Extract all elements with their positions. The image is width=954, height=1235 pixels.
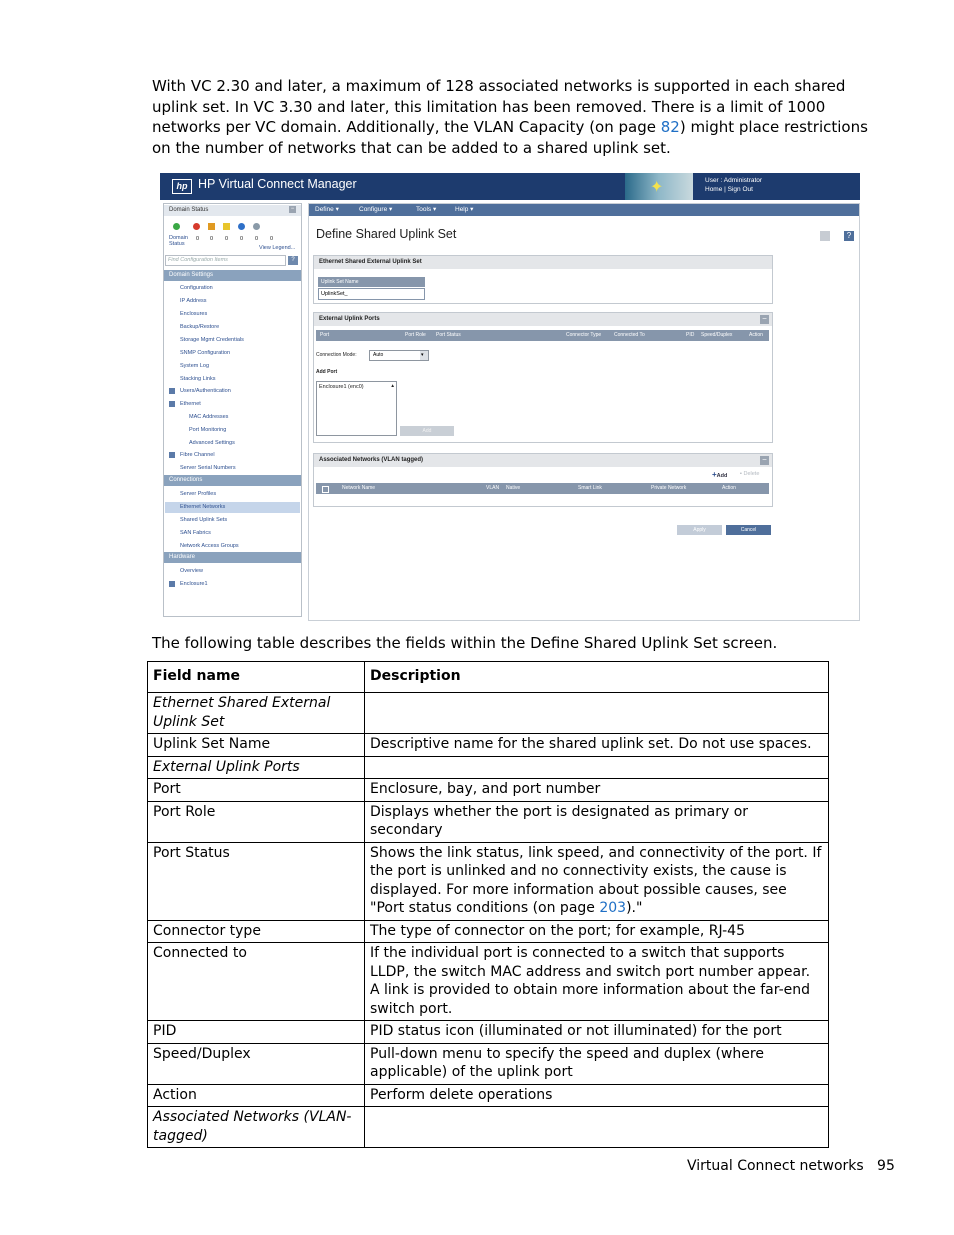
nav-server-serial[interactable]: Server Serial Numbers (180, 465, 236, 471)
table-intro: The following table describes the fields within the Define Shared Uplink Set screen. (152, 634, 778, 652)
print-icon[interactable] (820, 231, 830, 241)
desc-cell: PID status icon (illuminated or not illuminated) for the port (365, 1021, 829, 1044)
nav-shared-uplink-sets[interactable]: Shared Uplink Sets (180, 517, 228, 523)
networks-table-header (316, 483, 769, 494)
home-signout-links[interactable]: Home | Sign Out (705, 186, 753, 193)
col-action: Action (749, 332, 763, 338)
section-header: External Uplink Ports (314, 313, 772, 326)
user-label: User : Administrator (705, 177, 763, 184)
page-number: 95 (877, 1158, 895, 1174)
status-count: 0 (196, 236, 200, 242)
field-cell: Connected to (148, 943, 365, 1021)
nav-snmp[interactable]: SNMP Configuration (180, 350, 231, 356)
menu-bar (309, 204, 859, 216)
hp-logo: hp (172, 179, 192, 194)
apply-button[interactable]: Apply (677, 525, 722, 535)
external-uplink-ports-section (313, 312, 773, 443)
delete-icon: ▪ (740, 471, 744, 477)
expand-icon[interactable] (169, 388, 175, 394)
collapse-icon[interactable]: − (290, 206, 295, 212)
collapse-icon[interactable] (169, 401, 175, 407)
delete-network-button[interactable] (740, 471, 759, 477)
field-cell: Port (148, 779, 365, 802)
eth-uplink-set-section (313, 255, 773, 304)
nav-ethernet[interactable]: Ethernet (180, 401, 201, 407)
table-row (148, 801, 829, 842)
page-link-203[interactable]: 203 (599, 900, 627, 916)
app-header (160, 173, 860, 200)
nav-storage-mgmt[interactable]: Storage Mgmt Credentials (180, 337, 244, 343)
domain-status-header: Domain Status (164, 205, 301, 216)
app-title: HP Virtual Connect Manager (198, 177, 357, 191)
desc-cell: Displays whether the port is designated as primary or secondary (365, 801, 829, 842)
table-row (148, 779, 829, 802)
nav-advanced-settings[interactable]: Advanced Settings (189, 440, 235, 446)
section-header: Ethernet Shared External Uplink Set (314, 256, 772, 269)
col-speed-duplex: Speed/Duplex (701, 332, 733, 338)
collapse-icon[interactable]: − (760, 315, 769, 324)
nav-ethernet-networks[interactable]: Ethernet Networks (165, 502, 300, 513)
warning-status-icon (223, 223, 230, 230)
field-label: Uplink Set Name (318, 277, 425, 287)
intro-paragraph (152, 76, 872, 158)
col-private-network: Private Network (651, 485, 687, 491)
enclosure-port-list[interactable] (316, 381, 397, 436)
intro-text: With VC 2.30 and later, a maximum of 128 associated networks is supported in each shared uplink set. In VC 3.30 and later, this limitation has been removed. There is a limit of 1000 networks per VC domain. Additionally, the VLAN Capacity (on page (152, 77, 846, 136)
table-row (148, 756, 829, 779)
table-row (148, 1084, 829, 1107)
table-row (148, 920, 829, 943)
table-row (148, 1107, 829, 1148)
desc-cell (365, 693, 829, 734)
nav-system-log[interactable]: System Log (180, 363, 210, 369)
header-field-name: Field name (148, 662, 365, 693)
nav-configuration[interactable]: Configuration (180, 285, 213, 291)
nav-users-auth[interactable]: Users/Authentication (180, 388, 231, 394)
status-count: 0 (255, 236, 259, 242)
scroll-arrow-icon[interactable]: ▴ (391, 383, 394, 389)
user-info (705, 176, 762, 194)
nav-stacking-links[interactable]: Stacking Links (180, 376, 216, 382)
help-icon[interactable]: ? (844, 231, 854, 241)
ports-table-header (316, 330, 769, 341)
status-count: 0 (225, 236, 229, 242)
table-row (148, 943, 829, 1021)
field-cell: Ethernet Shared External Uplink Set (148, 693, 365, 734)
table-row (148, 693, 829, 734)
field-cell: External Uplink Ports (148, 756, 365, 779)
nav-server-profiles[interactable]: Server Profiles (180, 491, 217, 497)
find-config-input[interactable] (165, 255, 286, 266)
add-port-button[interactable]: Add (400, 426, 454, 436)
table-row (148, 1043, 829, 1084)
col-port-status: Port Status (436, 332, 461, 338)
page-footer (687, 1158, 895, 1174)
select-all-checkbox[interactable] (322, 486, 329, 493)
col-pid: PID (686, 332, 695, 338)
nav-san-fabrics[interactable]: SAN Fabrics (180, 530, 211, 536)
col-smart-link: Smart Link (578, 485, 602, 491)
col-connected-to: Connected To (614, 332, 645, 338)
add-network-button[interactable] (712, 470, 727, 479)
ok-status-icon (173, 223, 180, 230)
domain-settings-header[interactable]: Domain Settings (164, 270, 301, 281)
field-cell: Port Status (148, 842, 365, 920)
nav-enclosures[interactable]: Enclosures (180, 311, 208, 317)
col-vlan: VLAN (486, 485, 500, 491)
associated-networks-section (313, 453, 773, 507)
nav-mac-addresses[interactable]: MAC Addresses (189, 414, 229, 420)
collapse-icon[interactable]: − (760, 456, 769, 465)
cancel-button[interactable]: Cancel (726, 525, 771, 535)
table-header-row (148, 662, 829, 693)
menu-define[interactable]: Define ▾ (315, 206, 339, 213)
desc-cell: Descriptive name for the shared uplink set. Do not use spaces. (365, 734, 829, 757)
field-cell: Port Role (148, 801, 365, 842)
desc-cell: Pull-down menu to specify the speed and duplex (where applicable) of the uplink port (365, 1043, 829, 1084)
desc-cell: The type of connector on the port; for example, RJ-45 (365, 920, 829, 943)
sidebar (163, 203, 302, 617)
vc-manager-screenshot (160, 173, 860, 620)
info-status-icon (238, 223, 245, 230)
connection-mode-label: Connection Mode: (316, 352, 357, 358)
status-count: 0 (210, 236, 214, 242)
major-status-icon (208, 223, 215, 230)
field-cell: Action (148, 1084, 365, 1107)
col-native: Native (506, 485, 521, 491)
list-item[interactable]: Enclosure1 (enc0) (319, 384, 364, 390)
main-panel (308, 203, 860, 621)
connection-mode-select[interactable] (369, 350, 429, 361)
nav-enclosure1[interactable]: Enclosure1 (180, 581, 208, 587)
intro-text-end: ) might place restrictions on the number of networks that can be added to a shared uplink set. (152, 118, 868, 157)
field-cell: Speed/Duplex (148, 1043, 365, 1084)
desc-cell (365, 756, 829, 779)
fields-table (147, 661, 829, 1148)
plus-icon: + (712, 470, 717, 479)
desc-cell: If the individual port is connected to a switch that supports LLDP, the switch MAC address and switch port number appear. A link is provided to obtain more information about the far-end switch port. (365, 943, 829, 1021)
domain-status-label[interactable]: Domain Status (169, 235, 188, 247)
connections-header[interactable]: Connections (164, 475, 301, 486)
connection-mode-value: Auto (373, 352, 384, 358)
section-header: Associated Networks (VLAN tagged) (314, 454, 772, 467)
field-cell: Connector type (148, 920, 365, 943)
field-cell: Associated Networks (VLAN-tagged) (148, 1107, 365, 1148)
nav-backup-restore[interactable]: Backup/Restore (180, 324, 220, 330)
desc-text: Shows the link status, link speed, and connectivity of the port. If the port is unlinked and no connectivity exists, the cause is displayed. For more information about possible causes, see "Port status conditions (on page (370, 844, 822, 916)
star-icon: ✦ (650, 179, 664, 196)
nav-overview[interactable]: Overview (180, 568, 203, 574)
menu-help[interactable]: Help ▾ (455, 206, 474, 213)
table-row (148, 1021, 829, 1044)
menu-configure[interactable]: Configure ▾ (359, 206, 393, 213)
col-port-role: Port Role (405, 332, 426, 338)
uplink-set-name-input[interactable]: UplinkSet_ (318, 288, 425, 300)
nav-port-monitoring[interactable]: Port Monitoring (189, 427, 227, 433)
desc-cell (365, 1107, 829, 1148)
view-legend-link[interactable]: View Legend... (259, 245, 296, 251)
col-connector-type: Connector Type (566, 332, 602, 338)
chevron-down-icon: ▾ (420, 351, 428, 360)
expand-icon[interactable] (169, 581, 175, 587)
status-count: 0 (240, 236, 244, 242)
status-count: 0 (270, 236, 274, 242)
col-action: Action (722, 485, 736, 491)
desc-cell: Perform delete operations (365, 1084, 829, 1107)
add-label: Add (716, 473, 728, 479)
col-port: Port (320, 332, 330, 338)
header-description: Description (365, 662, 829, 693)
nav-network-access-groups[interactable]: Network Access Groups (180, 543, 239, 549)
unknown-status-icon (253, 223, 260, 230)
field-cell: PID (148, 1021, 365, 1044)
desc-text-end: )." (626, 900, 643, 916)
expand-icon[interactable] (169, 452, 175, 458)
find-config-placeholder: Find Configuration Items (168, 257, 228, 263)
nav-fibre-channel[interactable]: Fibre Channel (180, 452, 215, 458)
page-title: Define Shared Uplink Set (316, 227, 457, 241)
table-row (148, 842, 829, 920)
desc-cell: Enclosure, bay, and port number (365, 779, 829, 802)
desc-cell (365, 842, 829, 920)
table-row (148, 734, 829, 757)
menu-tools[interactable]: Tools ▾ (416, 206, 437, 213)
critical-status-icon (193, 223, 200, 230)
col-network-name: Network Name (342, 485, 376, 491)
field-cell: Uplink Set Name (148, 734, 365, 757)
add-port-label: Add Port (316, 369, 338, 375)
search-icon[interactable]: ? (288, 256, 298, 265)
nav-ip-address[interactable]: IP Address (180, 298, 207, 304)
footer-section: Virtual Connect networks (687, 1158, 864, 1174)
hardware-header[interactable]: Hardware (164, 552, 301, 563)
delete-label: Delete (743, 471, 760, 477)
page-link-82[interactable]: 82 (660, 118, 680, 136)
banner-image (625, 173, 693, 200)
